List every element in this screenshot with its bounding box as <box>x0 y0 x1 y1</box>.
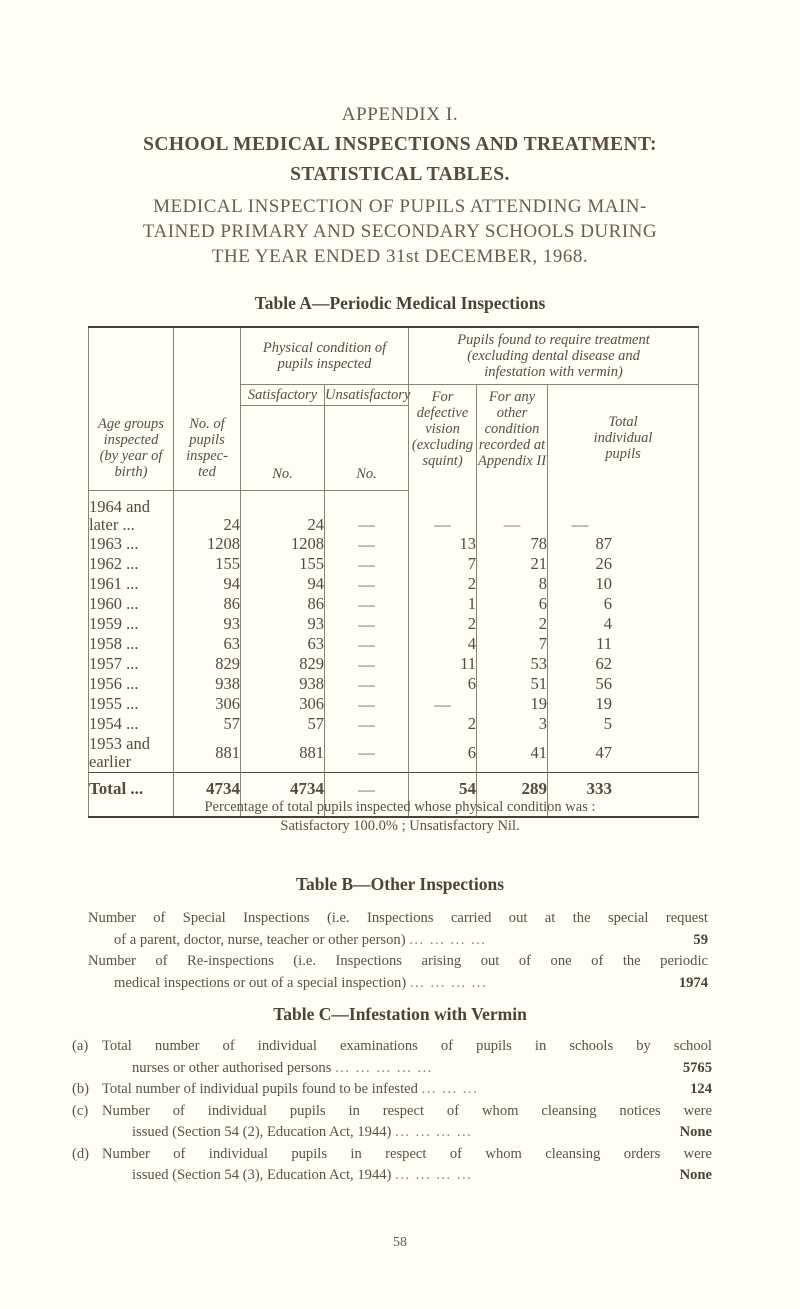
treatment-line2: (excluding dental disease and <box>467 348 640 364</box>
row-defective-vision: 7 <box>409 555 477 575</box>
row-label-line2: 1959 ... <box>89 614 139 634</box>
list-item-line1: Number of Re-inspections (i.e. Inspections arising out of one of the periodic <box>88 953 708 969</box>
list-item-marker: (a) <box>72 1038 89 1054</box>
table-c-entries <box>72 1036 712 1187</box>
defective-vision-line3: vision <box>425 421 460 437</box>
spacer-cell <box>325 490 409 498</box>
intro-line-1: MEDICAL INSPECTION OF PUPILS ATTENDING MAIN- <box>153 196 647 217</box>
row-label-line2: 1961 ... <box>89 574 139 594</box>
list-item-marker: (d) <box>72 1145 90 1162</box>
list-item-marker: (c) <box>72 1102 89 1119</box>
total-row-total: 333 <box>548 772 699 809</box>
row-label <box>89 575 174 595</box>
row-other-condition: — <box>477 498 548 535</box>
total-individual-line2: individual <box>593 429 653 446</box>
row-other-condition: 53 <box>477 655 548 675</box>
row-inspected: 63 <box>174 635 241 655</box>
row-unsatisfactory: — <box>325 555 409 575</box>
defective-vision-line4: (excluding <box>411 437 474 453</box>
row-unsatisfactory: — <box>325 655 409 675</box>
no-of-pupils-line3: inspec- <box>186 447 228 464</box>
row-other-condition: 78 <box>477 535 548 555</box>
list-item-line1: Number of individual pupils in respect of whom cleansing orders were <box>102 1145 712 1162</box>
header-cell-age-groups <box>89 406 174 491</box>
row-other-condition: 8 <box>477 575 548 595</box>
age-groups-line3: (by year of <box>99 447 163 464</box>
table-a-header-row-1 <box>89 327 699 385</box>
list-item <box>72 1036 712 1079</box>
spacer-cell <box>409 490 477 498</box>
row-label-line1: 1953 and <box>89 733 150 753</box>
row-satisfactory: 63 <box>241 635 325 655</box>
page-number: 58 <box>393 1235 407 1250</box>
row-inspected: 306 <box>174 695 241 715</box>
row-label-line2: 1963 ... <box>89 534 139 554</box>
row-unsatisfactory: — <box>325 715 409 735</box>
total-row-unsatisfactory: — <box>325 772 409 809</box>
list-item-value: 1974 <box>678 974 708 991</box>
row-label <box>89 595 174 615</box>
header-cell-spacer-age <box>89 327 174 406</box>
age-groups-line4: birth) <box>114 463 148 480</box>
row-other-condition: 2 <box>477 615 548 635</box>
other-condition-line2: other <box>496 405 528 421</box>
header-cell-defective-vision <box>409 385 477 491</box>
header-cell-unsatisfactory: Unsatisfactory <box>325 385 409 406</box>
row-label-line2: 1954 ... <box>89 714 139 734</box>
row-unsatisfactory: — <box>325 675 409 695</box>
row-defective-vision: 6 <box>409 675 477 695</box>
table-a-caption: Table A—Periodic Medical Inspections <box>254 293 546 313</box>
spacer-cell <box>477 490 548 498</box>
row-unsatisfactory: — <box>325 498 409 535</box>
row-inspected: 881 <box>174 735 241 773</box>
table-row <box>89 655 699 675</box>
list-item-line1: Total number of individual examinations of pupils in schools by school <box>102 1038 712 1054</box>
row-satisfactory: 306 <box>241 695 325 715</box>
row-other-condition: 6 <box>477 595 548 615</box>
document-main-title-line2: STATISTICAL TABLES. <box>290 164 510 185</box>
table-row <box>89 575 699 595</box>
list-item <box>72 1144 712 1187</box>
row-defective-vision: 2 <box>409 615 477 635</box>
list-item <box>72 1079 712 1101</box>
row-other-condition: 7 <box>477 635 548 655</box>
other-condition-line3: condition <box>484 421 540 437</box>
intro-line-2: TAINED PRIMARY AND SECONDARY SCHOOLS DURING <box>142 221 658 242</box>
row-defective-vision: 13 <box>409 535 477 555</box>
row-total: 19 <box>548 695 699 715</box>
row-defective-vision: 2 <box>409 575 477 595</box>
row-satisfactory: 881 <box>241 735 325 773</box>
header-cell-no-of-pupils <box>174 406 241 491</box>
no-of-pupils-line4: ted <box>198 463 216 480</box>
row-label <box>89 535 174 555</box>
row-unsatisfactory: — <box>325 695 409 715</box>
row-label-line2: earlier <box>89 752 132 771</box>
list-item <box>72 1101 712 1144</box>
row-total: 5 <box>548 715 699 735</box>
table-a-spacer-row <box>89 490 699 498</box>
header-cell-satisfactory-unit: No. <box>241 406 325 491</box>
row-label <box>89 615 174 635</box>
row-label-line2: 1956 ... <box>89 674 139 694</box>
header-cell-physical-condition <box>241 327 409 385</box>
row-total: 56 <box>548 675 699 695</box>
row-unsatisfactory: — <box>325 635 409 655</box>
list-item-line1: Number of individual pupils in respect of whom cleansing notices were <box>102 1102 712 1119</box>
row-inspected: 24 <box>174 498 241 535</box>
spacer-cell <box>174 490 241 498</box>
age-groups-line2: inspected <box>103 431 159 448</box>
list-item-line1: Total number of individual pupils found to be infested ... ... ... 124 <box>102 1079 712 1101</box>
physical-condition-line2: pupils inspected <box>277 356 372 372</box>
treatment-line1: Pupils found to require treatment <box>457 332 650 348</box>
age-groups-line1: Age groups <box>98 415 164 432</box>
list-item-line2: issued (Section 54 (2), Education Act, 1944) ... ... ... ... None <box>102 1122 712 1144</box>
list-item-value: 124 <box>690 1081 712 1097</box>
table-row <box>89 595 699 615</box>
table-row <box>89 735 699 773</box>
row-total: 47 <box>548 735 699 773</box>
row-inspected: 94 <box>174 575 241 595</box>
row-satisfactory: 1208 <box>241 535 325 555</box>
row-satisfactory: 829 <box>241 655 325 675</box>
row-total: — <box>548 498 699 535</box>
row-label <box>89 735 174 773</box>
row-defective-vision: 2 <box>409 715 477 735</box>
leader-dots: ... ... ... ... <box>395 1167 473 1183</box>
row-inspected: 1208 <box>174 535 241 555</box>
defective-vision-line1: For <box>431 389 454 405</box>
header-cell-spacer-no <box>174 327 241 406</box>
total-row-defective-vision: 54 <box>409 772 477 809</box>
intro-paragraph <box>60 194 740 269</box>
row-satisfactory: 938 <box>241 675 325 695</box>
row-total: 87 <box>548 535 699 555</box>
row-label-line2: 1960 ... <box>89 594 139 614</box>
defective-vision-line5: squint) <box>422 453 463 469</box>
row-unsatisfactory: — <box>325 575 409 595</box>
document-main-title-line1: SCHOOL MEDICAL INSPECTIONS AND TREATMENT: <box>143 134 657 155</box>
total-row-inspected: 4734 <box>174 772 241 809</box>
row-label <box>89 655 174 675</box>
row-label <box>89 635 174 655</box>
row-defective-vision: 11 <box>409 655 477 675</box>
table-row <box>89 695 699 715</box>
row-satisfactory: 93 <box>241 615 325 635</box>
table-row <box>89 615 699 635</box>
list-item-value: None <box>679 1167 712 1183</box>
intro-line-3: THE YEAR ENDED 31st DECEMBER, 1968. <box>211 246 589 267</box>
row-defective-vision: — <box>409 498 477 535</box>
leader-dots: ... ... ... ... ... <box>335 1059 433 1076</box>
row-satisfactory: 94 <box>241 575 325 595</box>
row-label <box>89 715 174 735</box>
row-inspected: 829 <box>174 655 241 675</box>
list-item-value: 5765 <box>682 1059 712 1076</box>
leader-dots: ... ... ... ... <box>395 1124 473 1140</box>
physical-condition-line1: Physical condition of <box>262 340 387 356</box>
table-b-caption: Table B—Other Inspections <box>295 874 505 894</box>
list-item-marker: (b) <box>72 1081 90 1097</box>
total-row-satisfactory: 4734 <box>241 772 325 809</box>
row-defective-vision: 4 <box>409 635 477 655</box>
row-label-line2: 1958 ... <box>89 634 139 654</box>
row-label <box>89 675 174 695</box>
other-condition-line5: Appendix II <box>477 453 547 469</box>
other-condition-line4: recorded at <box>478 437 546 453</box>
row-defective-vision: 1 <box>409 595 477 615</box>
row-total: 6 <box>548 595 699 615</box>
list-item-line1: Number of Special Inspections (i.e. Inspections carried out at the special request <box>88 910 708 926</box>
table-a <box>88 326 699 818</box>
row-label-line2: 1955 ... <box>89 694 139 714</box>
spacer-cell <box>241 490 325 498</box>
total-row-other-condition: 289 <box>477 772 548 809</box>
list-item <box>88 908 708 951</box>
row-unsatisfactory: — <box>325 595 409 615</box>
row-total: 26 <box>548 555 699 575</box>
row-label <box>89 695 174 715</box>
table-a-wrapper <box>88 326 698 818</box>
row-label <box>89 498 174 535</box>
leader-dots: ... ... ... ... <box>409 974 488 991</box>
leader-dots: ... ... ... ... <box>409 931 487 948</box>
row-satisfactory: 24 <box>241 498 325 535</box>
list-item-value: 59 <box>693 931 708 948</box>
table-row <box>89 535 699 555</box>
row-inspected: 155 <box>174 555 241 575</box>
other-condition-line1: For any <box>488 389 536 405</box>
no-of-pupils-line2: pupils <box>189 431 225 448</box>
row-label-line2: 1957 ... <box>89 654 139 674</box>
table-b-entries <box>88 908 708 994</box>
row-other-condition: 21 <box>477 555 548 575</box>
table-row <box>89 635 699 655</box>
list-item-line2: medical inspections or out of a special inspection) ... ... ... ... 1974 <box>88 973 708 995</box>
list-item-line2: of a parent, doctor, nurse, teacher or other person) ... ... ... ... 59 <box>88 930 708 952</box>
total-individual-line1: Total <box>608 413 638 430</box>
spacer-cell <box>548 490 699 498</box>
header-cell-satisfactory: Satisfactory <box>241 385 325 406</box>
table-row <box>89 498 699 535</box>
row-unsatisfactory: — <box>325 535 409 555</box>
row-unsatisfactory: — <box>325 735 409 773</box>
row-inspected: 93 <box>174 615 241 635</box>
header-cell-total-individual <box>548 385 699 491</box>
row-label-line1: 1964 and <box>89 496 150 516</box>
row-defective-vision: 6 <box>409 735 477 773</box>
table-row <box>89 675 699 695</box>
row-other-condition: 3 <box>477 715 548 735</box>
treatment-line3: infestation with vermin) <box>484 364 623 380</box>
list-item-line2: nurses or other authorised persons ... ... ... ... ... 5765 <box>102 1058 712 1080</box>
row-satisfactory: 155 <box>241 555 325 575</box>
row-total: 11 <box>548 635 699 655</box>
header-cell-other-condition <box>477 385 548 491</box>
row-inspected: 938 <box>174 675 241 695</box>
total-individual-line3: pupils <box>605 445 641 462</box>
row-other-condition: 41 <box>477 735 548 773</box>
defective-vision-line2: defective <box>416 405 469 421</box>
row-label-line2: 1962 ... <box>89 554 139 574</box>
list-item <box>88 951 708 994</box>
percentage-note-line2: Satisfactory 100.0% ; Unsatisfactory Nil. <box>280 818 520 834</box>
table-a-percentage-note <box>60 798 740 836</box>
row-label-line2: later ... <box>89 515 135 534</box>
leader-dots: ... ... ... <box>421 1081 479 1097</box>
row-total: 4 <box>548 615 699 635</box>
row-satisfactory: 57 <box>241 715 325 735</box>
row-satisfactory: 86 <box>241 595 325 615</box>
percentage-note-line1: Percentage of total pupils inspected whose physical condition was : <box>204 799 596 815</box>
row-unsatisfactory: — <box>325 615 409 635</box>
appendix-title: APPENDIX I. <box>341 104 459 125</box>
row-label <box>89 555 174 575</box>
table-c-caption: Table C—Infestation with Vermin <box>273 1004 527 1024</box>
row-total: 62 <box>548 655 699 675</box>
list-item-line2: issued (Section 54 (3), Education Act, 1944) ... ... ... ... None <box>102 1165 712 1187</box>
row-other-condition: 19 <box>477 695 548 715</box>
row-total: 10 <box>548 575 699 595</box>
no-of-pupils-line1: No. of <box>189 415 225 432</box>
header-cell-treatment <box>409 327 699 385</box>
row-other-condition: 51 <box>477 675 548 695</box>
header-cell-unsatisfactory-unit: No. <box>325 406 409 491</box>
total-row-label: Total ... <box>89 772 174 809</box>
table-row <box>89 555 699 575</box>
row-inspected: 57 <box>174 715 241 735</box>
row-defective-vision: — <box>409 695 477 715</box>
table-row <box>89 715 699 735</box>
list-item-value: None <box>679 1124 712 1140</box>
row-inspected: 86 <box>174 595 241 615</box>
